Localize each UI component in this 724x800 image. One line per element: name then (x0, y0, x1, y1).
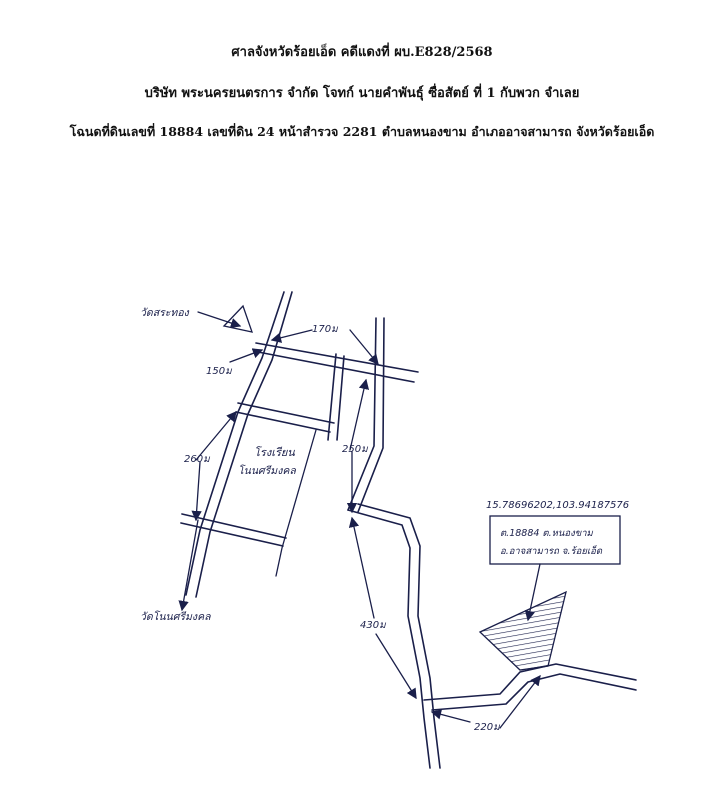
label-150: 150ม (206, 366, 232, 377)
label-wat-non-sri: วัดโนนศรีมงคล (140, 611, 211, 623)
arrow-220-left (432, 712, 470, 722)
label-260: 260ม (184, 454, 210, 465)
arrow-wat-sra-thong (198, 312, 240, 326)
label-school-line2: โนนศรีมงคล (238, 465, 296, 477)
label-coordinates: 15.78696202,103.94187576 (486, 500, 630, 511)
label-school-line1: โรงเรียน (254, 446, 295, 459)
label-parcel-line2: อ.อาจสามารถ จ.ร้อยเอ็ด (500, 546, 603, 557)
arrow-250-up (350, 380, 366, 450)
label-250: 250ม (342, 444, 368, 455)
arrow-150 (230, 350, 262, 362)
main-road-west (186, 292, 292, 597)
road-top-horizontal (256, 343, 418, 382)
parties-line: บริษัท พระนครยนตรการ จำกัด โจทก์ นายคำพันธุ์ ซื่อสัตย์ ที่ 1 กับพวก จำเลย (144, 86, 580, 101)
road-east-vertical (348, 318, 384, 512)
label-430: 430ม (360, 620, 386, 631)
label-170: 170ม (312, 324, 338, 335)
label-220: 220ม (474, 722, 500, 733)
arrow-430-down (376, 634, 416, 698)
land-deed-line: โฉนดที่ดินเลขที่ 18884 เลขที่ดิน 24 หน้าสำรวจ 2281 ตำบลหนองขาม อำเภออาจสามารถ จังหวัดร้อยเอ็ด (69, 124, 655, 139)
triangle-landmark (224, 306, 252, 332)
court-case-title: ศาลจังหวัดร้อยเอ็ด คดีแดงที่ ผบ.E828/2568 (231, 45, 493, 60)
arrow-170-left (272, 330, 312, 340)
arrow-170-right (350, 330, 378, 364)
road-to-parcel (424, 664, 636, 710)
land-parcel (480, 592, 566, 670)
arrow-260-down (196, 462, 200, 520)
label-parcel-line1: ต.18884 ต.หนองขาม (500, 528, 593, 539)
arrow-220-right (500, 676, 540, 728)
label-wat-sra-thong: วัดสระทอง (140, 307, 189, 319)
arrow-430-up (352, 518, 374, 618)
road-winding-south (348, 504, 440, 768)
